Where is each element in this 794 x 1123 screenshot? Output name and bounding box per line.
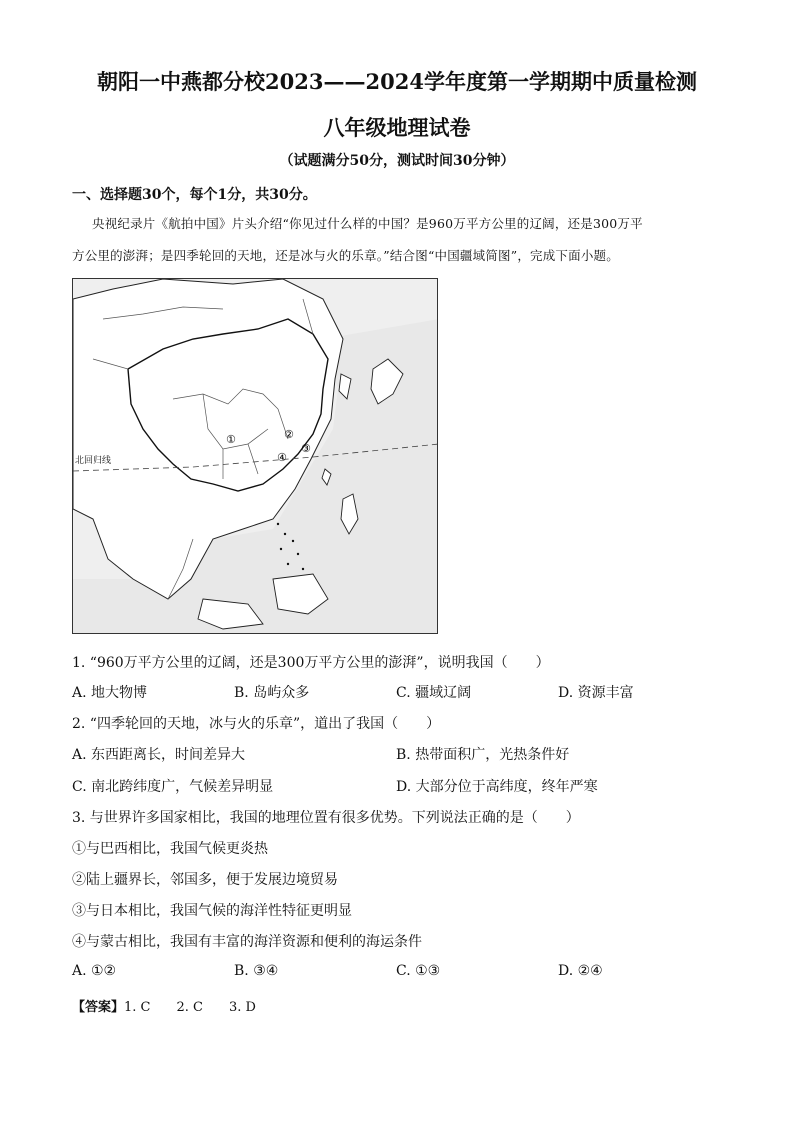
answer-tag: 【答案】 [72,1000,125,1015]
q3-statement-3: ③与日本相比，我国气候的海洋性特征更明显 [72,903,352,919]
question-2-stem: 2. “四季轮回的天地，冰与火的乐章”，道出了我国（ ） [72,716,441,732]
q3-option-c: C. ①③ [396,963,441,979]
exam-note: （试题满分50分，测试时间30分钟） [279,153,515,169]
china-territory-map [72,278,438,634]
marker-4: ④ [277,451,287,464]
exam-title: 朝阳一中燕都分校2023——2024学年度第一学期期中质量检测 [97,69,697,94]
question-1-stem: 1. “960万平方公里的辽阔，还是300万平方公里的澎湃”，说明我国（ ） [72,655,550,671]
exam-subtitle: 八年级地理试卷 [323,115,471,140]
q3-option-d: D. ②④ [558,963,603,979]
question-3-stem: 3. 与世界许多国家相比，我国的地理位置有很多优势。下列说法正确的是（ ） [72,810,580,826]
q3-statement-2: ②陆上疆界长，邻国多，便于发展边境贸易 [72,872,338,888]
q3-statement-1: ①与巴西相比，我国气候更炎热 [72,841,268,857]
q2-option-d: D. 大部分位于高纬度，终年严寒 [396,779,598,795]
marker-2: ② [284,428,294,441]
answer-text: 1. C 2. C 3. D [124,1000,256,1015]
answer-line [72,996,256,1015]
section-heading: 一、选择题30个，每个1分，共30分。 [72,187,317,203]
marker-3: ③ [301,442,311,455]
intro-line-1: 央视纪录片《航拍中国》片头介绍“你见过什么样的中国？是960万平方公里的辽阔，还是300万平 [92,216,643,231]
q1-option-c: C. 疆域辽阔 [396,685,472,701]
q3-option-b: B. ③④ [234,963,279,979]
q1-option-d: D. 资源丰富 [558,685,634,701]
q2-option-a: A. 东西距离长，时间差异大 [72,747,246,763]
q2-option-c: C. 南北跨纬度广，气候差异明显 [72,779,274,795]
map-drawing [73,279,438,634]
q1-option-a: A. 地大物博 [72,685,148,701]
intro-line-2: 方公里的澎湃；是四季轮回的天地，还是冰与火的乐章。”结合图“中国疆域简图”，完成下面小题。 [72,248,619,263]
q3-statement-4: ④与蒙古相比，我国有丰富的海洋资源和便利的海运条件 [72,934,422,950]
q1-option-b: B. 岛屿众多 [234,685,310,701]
q3-option-a: A. ①② [72,963,117,979]
tropic-label: 北回归线 [75,456,112,466]
marker-1: ① [226,433,236,446]
q2-option-b: B. 热带面积广，光热条件好 [396,747,570,763]
